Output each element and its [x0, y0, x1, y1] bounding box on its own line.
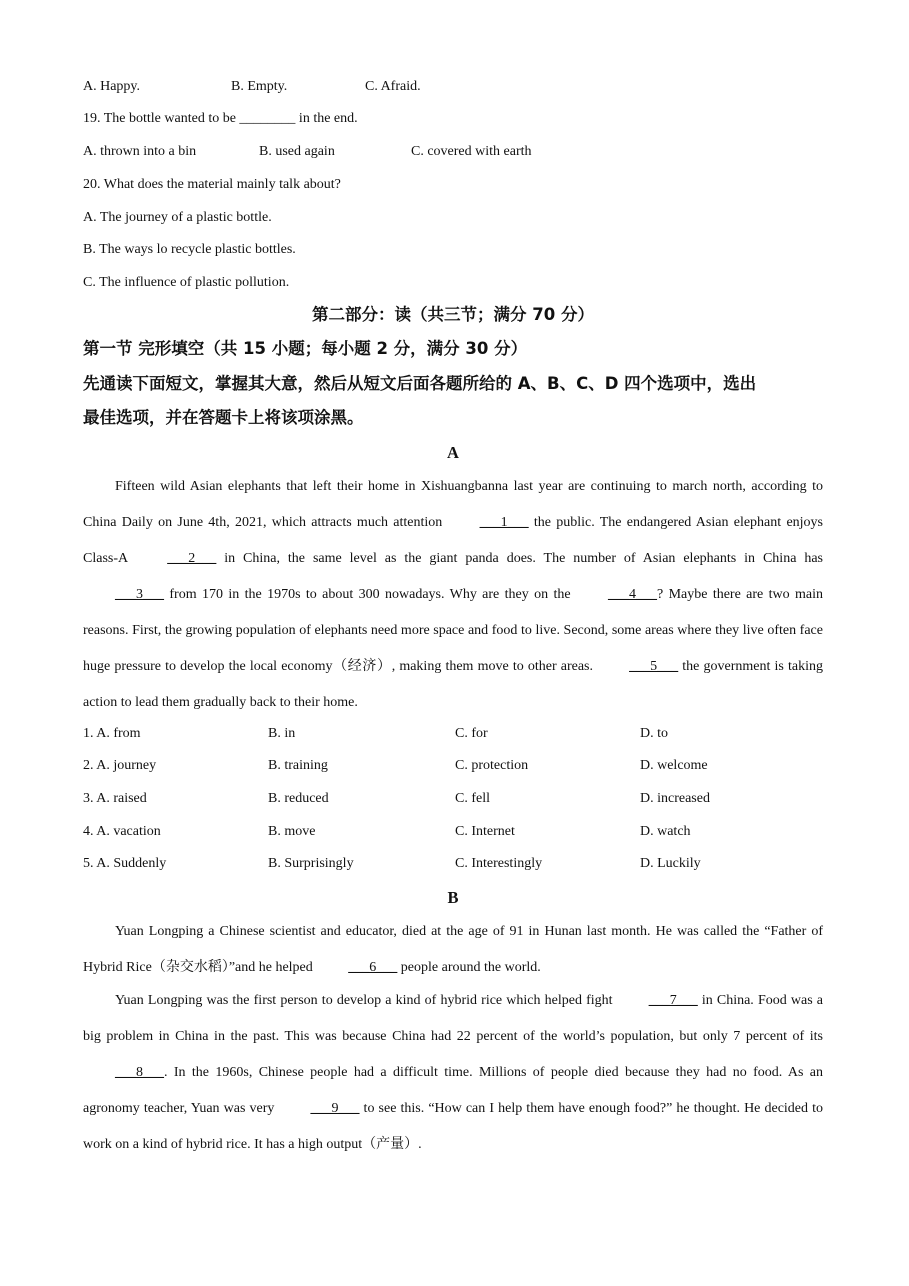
- option-5b: B. Surprisingly: [268, 856, 354, 871]
- blank-6: ___6___: [348, 960, 398, 975]
- passage-b-para-2: [83, 983, 823, 1163]
- q20-stem: 20. What does the material mainly talk about?: [83, 177, 341, 192]
- blank-1: ___1___: [479, 515, 529, 530]
- option-5c: C. Interestingly: [455, 856, 543, 871]
- option-3b: B. reduced: [268, 791, 329, 806]
- option-4d: D. watch: [640, 824, 691, 839]
- passage-a-seg: the government is taking action to lead them gradually back to their home.: [83, 659, 823, 710]
- option-3c: C. fell: [455, 791, 490, 806]
- option-2c: C. protection: [455, 758, 529, 773]
- q18-option-a: A. Happy.: [83, 79, 141, 94]
- q19-stem: 19. The bottle wanted to be ________ in the end.: [83, 111, 358, 126]
- option-2a: 2. A. journey: [83, 758, 157, 773]
- passage-b-para-1: [83, 914, 823, 986]
- passage-a-text: [83, 469, 823, 721]
- passage-b-seg: people around the world.: [397, 960, 541, 975]
- q19-option-b: B. used again: [259, 144, 335, 159]
- option-5d: D. Luckily: [640, 856, 701, 871]
- q18-options: [83, 78, 421, 96]
- q19-options: [83, 143, 532, 161]
- q20-option-c: C. The influence of plastic pollution.: [83, 275, 290, 290]
- option-1c: C. for: [455, 726, 488, 741]
- passage-a-seg: Fifteen wild Asian elephants that left their home in Xishuangbanna last year are continuing to march north, according to China Daily on June 4th, 2021, which attracts much attention: [83, 479, 823, 530]
- blank-7: ___7___: [648, 993, 698, 1008]
- passage-b-seg: Yuan Longping was the first person to develop a kind of hybrid rice which helped fight: [115, 993, 617, 1008]
- q18-option-b: B. Empty.: [231, 79, 288, 94]
- part2-title: 第二部分：读（共三节；满分 70 分）: [312, 305, 594, 324]
- option-3a: 3. A. raised: [83, 791, 147, 806]
- option-1d: D. to: [640, 726, 668, 741]
- blank-5: ___5___: [629, 659, 679, 674]
- passage-a-seg: from 170 in the 1970s to about 300 nowadays. Why are they on the: [164, 587, 576, 602]
- passage-a-seg: ? Maybe there are two main reasons. First, the growing population of elephants need more space and food to live. Second, some areas where they live often face huge pressure to develop the local economy（经济）, making them move to other areas.: [83, 587, 823, 674]
- blank-2: ___2___: [167, 551, 217, 566]
- instructions-line-1: 先通读下面短文，掌握其大意，然后从短文后面各题所给的 A、B、C、D 四个选项中，选出: [83, 374, 757, 393]
- blank-9: ___9___: [310, 1101, 360, 1116]
- option-3d: D. increased: [640, 791, 710, 806]
- passage-a-seg: in China, the same level as the giant panda does. The number of Asian elephants in China has: [216, 551, 824, 566]
- option-2b: B. training: [268, 758, 328, 773]
- instructions-line-2: 最佳选项，并在答题卡上将该项涂黑。: [83, 408, 364, 427]
- passage-a-label: A: [447, 443, 459, 462]
- option-4c: C. Internet: [455, 824, 515, 839]
- option-4a: 4. A. vacation: [83, 824, 161, 839]
- option-4b: B. move: [268, 824, 316, 839]
- blank-8: ___8___: [115, 1065, 164, 1080]
- passage-b-label: B: [447, 888, 459, 907]
- option-2d: D. welcome: [640, 758, 708, 773]
- passage-b-seg: to see this. “How can I help them have enough food?” he thought. He decided to work on a kind of hybrid rice. It has a high output（产量）.: [83, 1101, 823, 1152]
- section1-title: 第一节 完形填空（共 15 小题；每小题 2 分，满分 30 分）: [83, 339, 528, 358]
- passage-b-seg: in China. Food was a big problem in China in the past. This was because China had 22 percent of the world’s population, but only 7 percent of its: [83, 993, 823, 1044]
- q19-option-a: A. thrown into a bin: [83, 144, 197, 159]
- option-1b: B. in: [268, 726, 296, 741]
- q19-option-c: C. covered with earth: [411, 144, 532, 159]
- passage-a-seg: the public. The endangered Asian elephant enjoys Class-A: [83, 515, 823, 566]
- blank-3: ___3___: [115, 587, 164, 602]
- passage-b-seg: . In the 1960s, Chinese people had a difficult time. Millions of people died because they had no food. As an agronomy teacher, Yuan was very: [83, 1065, 823, 1116]
- option-1a: 1. A. from: [83, 726, 141, 741]
- q20-option-a: A. The journey of a plastic bottle.: [83, 210, 272, 225]
- blank-4: ___4___: [607, 587, 657, 602]
- passage-b-seg: Yuan Longping a Chinese scientist and educator, died at the age of 91 in Hunan last month. He was called the “Father of Hybrid Rice（杂交水稻）”and he helped: [83, 924, 823, 975]
- q18-option-c: C. Afraid.: [365, 79, 421, 94]
- option-5a: 5. A. Suddenly: [83, 856, 167, 871]
- q20-option-b: B. The ways lo recycle plastic bottles.: [83, 242, 296, 257]
